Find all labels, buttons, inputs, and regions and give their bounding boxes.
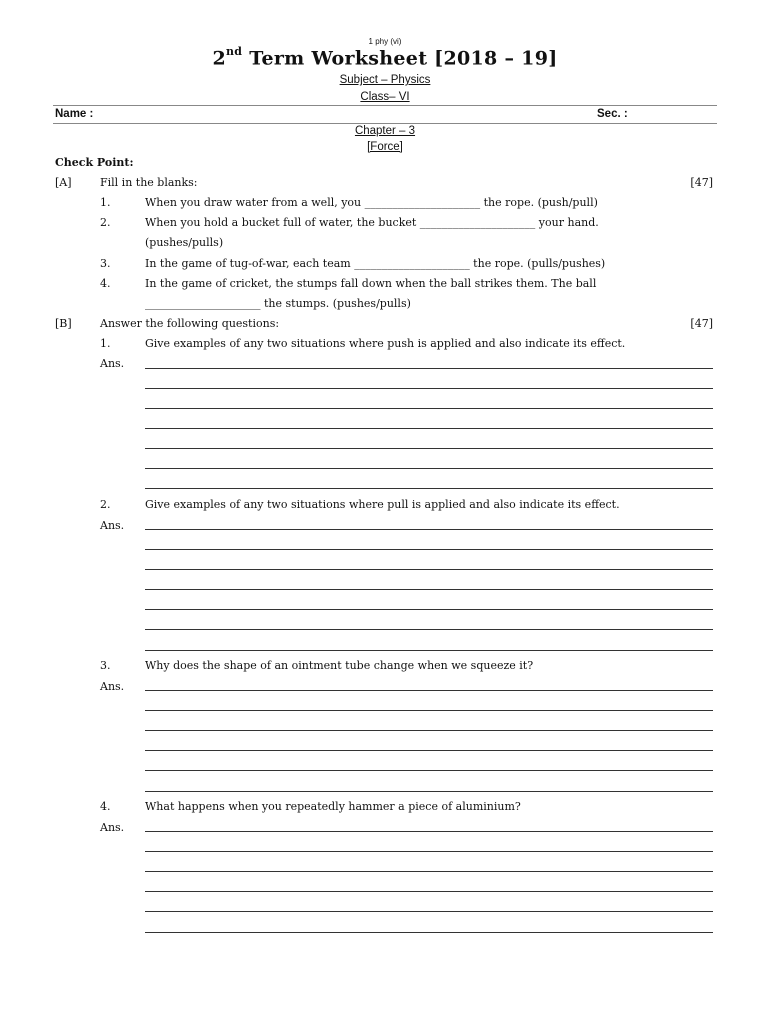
chapter-title: Chapter – 3: [354, 125, 416, 137]
answer-line[interactable]: [145, 569, 713, 570]
blank-item-1-text: When you draw water from a well, you _____________________ the rope. (push/pull): [145, 196, 598, 209]
check-point-heading: Check Point:: [55, 156, 134, 169]
answer-line[interactable]: [145, 770, 713, 771]
answer-line[interactable]: [145, 831, 713, 832]
answer-line[interactable]: [145, 468, 713, 469]
section-a-title: Fill in the blanks:: [100, 176, 198, 189]
section-b-title: Answer the following questions:: [100, 317, 280, 330]
answer-1-label: Ans.: [100, 357, 125, 370]
question-1-number: 1.: [100, 337, 111, 350]
answer-4-label: Ans.: [100, 821, 125, 834]
answer-line[interactable]: [145, 428, 713, 429]
blank-item-2-text-cont: (pushes/pulls): [145, 236, 224, 249]
blank-item-2-text: When you hold a bucket full of water, the bucket _____________________ your hand.: [145, 216, 599, 229]
answer-line[interactable]: [145, 791, 713, 792]
question-4-text: What happens when you repeatedly hammer a piece of aluminium?: [145, 800, 521, 813]
subject-line: Subject – Physics: [339, 74, 431, 86]
answer-line[interactable]: [145, 911, 713, 912]
answer-line[interactable]: [145, 488, 713, 489]
page-title: [0, 47, 770, 69]
answer-line[interactable]: [145, 448, 713, 449]
answer-line[interactable]: [145, 549, 713, 550]
blank-item-4-text: In the game of cricket, the stumps fall down when the ball strikes them. The ball: [145, 277, 597, 290]
blank-item-2-number: 2.: [100, 216, 111, 229]
top-divider: [53, 105, 717, 106]
question-3-number: 3.: [100, 659, 111, 672]
answer-line[interactable]: [145, 891, 713, 892]
answer-line[interactable]: [145, 710, 713, 711]
answer-line[interactable]: [145, 851, 713, 852]
answer-line[interactable]: [145, 589, 713, 590]
class-line: Class– VI: [360, 91, 410, 103]
answer-line[interactable]: [145, 388, 713, 389]
blank-item-1-number: 1.: [100, 196, 111, 209]
section-b-id: [B]: [55, 317, 72, 330]
question-2-number: 2.: [100, 498, 111, 511]
blank-item-3-text: In the game of tug-of-war, each team _____________________ the rope. (pulls/pushes): [145, 257, 606, 270]
answer-2-label: Ans.: [100, 519, 125, 532]
question-1-text: Give examples of any two situations where push is applied and also indicate its effect.: [145, 337, 626, 350]
name-field-label: Name :: [55, 108, 94, 120]
section-a-marks: [47]: [690, 176, 713, 189]
answer-line[interactable]: [145, 690, 713, 691]
answer-line[interactable]: [145, 609, 713, 610]
answer-line[interactable]: [145, 750, 713, 751]
title-superscript: nd: [225, 45, 243, 58]
answer-line[interactable]: [145, 730, 713, 731]
question-3-text: Why does the shape of an ointment tube change when we squeeze it?: [145, 659, 534, 672]
blank-item-4-text-cont: _____________________ the stumps. (pushes/pulls): [145, 297, 411, 310]
blank-item-4-number: 4.: [100, 277, 111, 290]
answer-3-label: Ans.: [100, 680, 125, 693]
answer-line[interactable]: [145, 408, 713, 409]
title-prefix: 2: [212, 47, 226, 70]
answer-line[interactable]: [145, 368, 713, 369]
section-b-marks: [47]: [690, 317, 713, 330]
question-4-number: 4.: [100, 800, 111, 813]
answer-line[interactable]: [145, 529, 713, 530]
section-a-id: [A]: [55, 176, 72, 189]
answer-line[interactable]: [145, 629, 713, 630]
answer-line[interactable]: [145, 932, 713, 933]
title-rest: Term Worksheet [2018 – 19]: [242, 47, 558, 70]
answer-line[interactable]: [145, 650, 713, 651]
chapter-topic: [Force]: [367, 141, 403, 153]
answer-line[interactable]: [145, 871, 713, 872]
blank-item-3-number: 3.: [100, 257, 111, 270]
bottom-divider: [53, 123, 717, 124]
question-2-text: Give examples of any two situations where pull is applied and also indicate its effect.: [145, 498, 620, 511]
section-field-label: Sec. :: [597, 108, 628, 120]
header-tag: 1 phy (vi): [368, 37, 402, 46]
